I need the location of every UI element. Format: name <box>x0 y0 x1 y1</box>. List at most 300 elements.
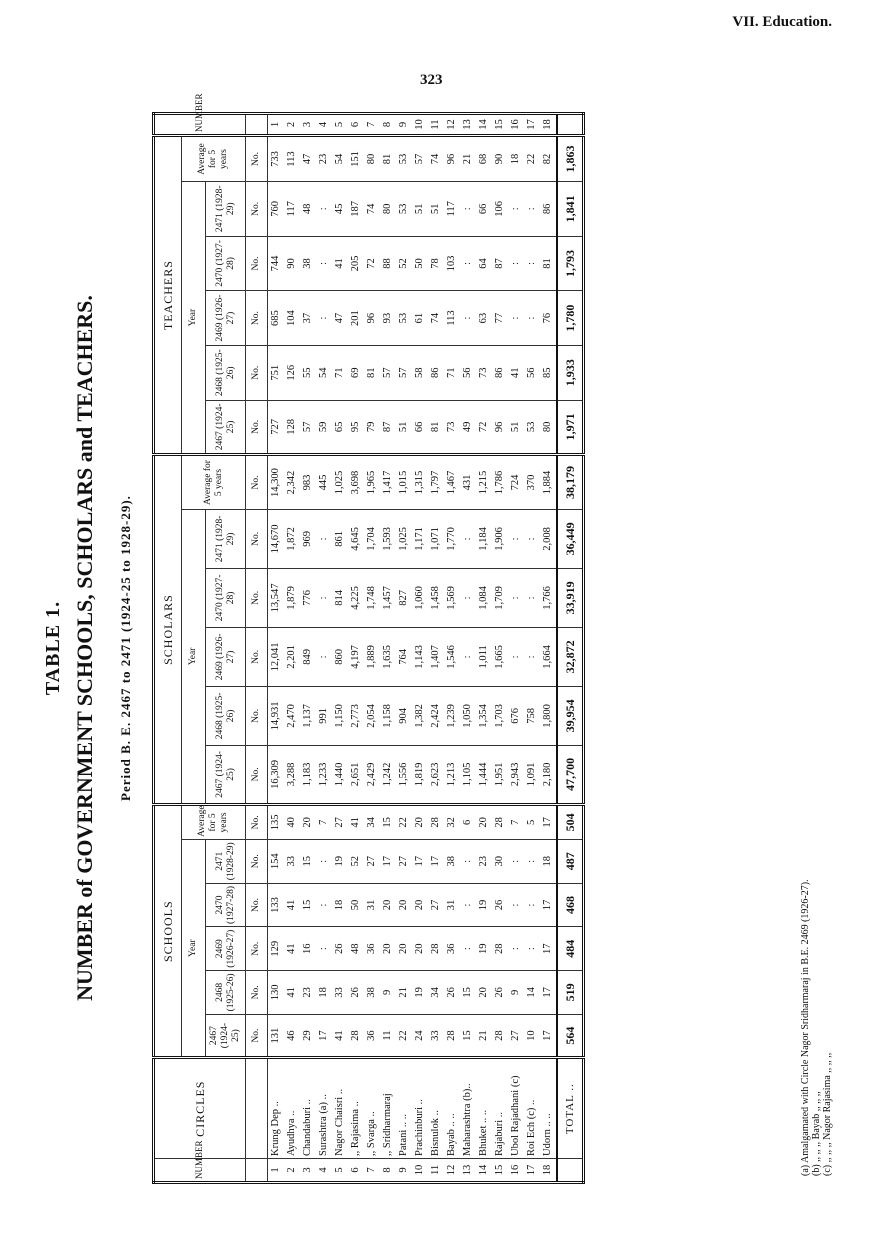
schools-value: 133 <box>268 883 285 927</box>
teachers-value: : <box>524 236 540 291</box>
table-row <box>524 114 540 1183</box>
schools-value: 131 <box>268 1014 285 1058</box>
scholars-value: 1,879 <box>284 568 300 627</box>
no-label: No. <box>246 400 268 455</box>
schools-value: 17 <box>540 804 557 839</box>
schools-year-3-header: 2470 (1927-28) <box>206 883 246 927</box>
row-number: 14 <box>476 1158 492 1182</box>
scholars-value: 1,060 <box>412 568 428 627</box>
schools-value: 11 <box>380 1014 396 1058</box>
scholars-value: 764 <box>396 627 412 686</box>
schools-value: 20 <box>396 883 412 927</box>
teachers-value: 61 <box>412 291 428 346</box>
schools-value: : <box>460 883 476 927</box>
schools-value: 28 <box>428 927 444 971</box>
table-row <box>300 114 316 1183</box>
teachers-value: : <box>508 291 524 346</box>
row-number: 13 <box>460 1158 476 1182</box>
schools-value: 21 <box>476 1014 492 1058</box>
schools-value: 33 <box>332 971 348 1015</box>
row-number: 9 <box>396 114 412 136</box>
teachers-header: TEACHERS <box>154 136 182 455</box>
scholars-value: 1,786 <box>492 455 508 510</box>
scholars-value: 1,050 <box>460 686 476 745</box>
table-row <box>508 114 524 1183</box>
teachers-value: 41 <box>508 345 524 400</box>
scholars-value: 1,889 <box>364 627 380 686</box>
teachers-value: 48 <box>300 181 316 236</box>
row-number: 15 <box>492 114 508 136</box>
row-number: 14 <box>476 114 492 136</box>
teachers-value: 23 <box>316 136 332 182</box>
schools-value: 30 <box>492 839 508 883</box>
teachers-value: 18 <box>508 136 524 182</box>
row-number: 8 <box>380 1158 396 1182</box>
teachers-value: 47 <box>300 136 316 182</box>
teachers-value: 41 <box>332 236 348 291</box>
schools-value: 19 <box>476 883 492 927</box>
no-label: No. <box>246 181 268 236</box>
schools-value: 15 <box>300 839 316 883</box>
teachers-value: 733 <box>268 136 285 182</box>
teachers-value: 760 <box>268 181 285 236</box>
teachers-value: 81 <box>364 345 380 400</box>
blank-cell <box>557 1158 584 1182</box>
scholars-value: : <box>316 509 332 568</box>
scholars-value: 1,239 <box>444 686 460 745</box>
schools-value: 33 <box>428 1014 444 1058</box>
circles-header: CIRCLES <box>154 1058 246 1159</box>
schools-year-0-header: 2467 (1924-25) <box>206 1014 246 1058</box>
teachers-value: 79 <box>364 400 380 455</box>
schools-value: 17 <box>380 839 396 883</box>
teachers-value: : <box>508 181 524 236</box>
scholars-average-header: Average for 5 years <box>182 455 246 510</box>
total-teachers-value: 1,971 <box>557 400 584 455</box>
page-number: 323 <box>420 72 443 88</box>
row-number: 4 <box>316 1158 332 1182</box>
total-schools-value: 487 <box>557 839 584 883</box>
schools-value: 20 <box>412 804 428 839</box>
no-label: No. <box>246 839 268 883</box>
total-scholars-value: 47,700 <box>557 745 584 804</box>
schools-value: 33 <box>284 839 300 883</box>
no-label: No. <box>246 136 268 182</box>
teachers-value: 72 <box>476 400 492 455</box>
teachers-value: 76 <box>540 291 557 346</box>
schools-value: : <box>508 883 524 927</box>
scholars-value: 1,906 <box>492 509 508 568</box>
schools-value: 48 <box>348 927 364 971</box>
schools-value: : <box>460 839 476 883</box>
teachers-value: 63 <box>476 291 492 346</box>
scholars-value: 2,008 <box>540 509 557 568</box>
schools-value: 22 <box>396 1014 412 1058</box>
schools-value: 41 <box>284 971 300 1015</box>
table-row <box>444 114 460 1183</box>
teachers-value: 68 <box>476 136 492 182</box>
teachers-value: 74 <box>364 181 380 236</box>
scholars-value: : <box>508 509 524 568</box>
schools-value: 16 <box>300 927 316 971</box>
scholars-value: : <box>508 627 524 686</box>
schools-value: 22 <box>396 804 412 839</box>
schools-value: 10 <box>524 1014 540 1058</box>
total-scholars-value: 36,449 <box>557 509 584 568</box>
scholars-value: 2,201 <box>284 627 300 686</box>
scholars-value: : <box>508 568 524 627</box>
teachers-value: 80 <box>380 181 396 236</box>
total-schools-value: 468 <box>557 883 584 927</box>
teachers-value: 55 <box>300 345 316 400</box>
teachers-value: 90 <box>492 136 508 182</box>
table-row <box>332 114 348 1183</box>
teachers-value: 117 <box>284 181 300 236</box>
scholars-year-1-header: 2468 (1925-26) <box>206 686 246 745</box>
scholars-value: 4,645 <box>348 509 364 568</box>
scholars-value: 2,943 <box>508 745 524 804</box>
teachers-value: 103 <box>444 236 460 291</box>
table-row <box>476 114 492 1183</box>
schools-header: SCHOOLS <box>154 804 182 1058</box>
scholars-value: 16,309 <box>268 745 285 804</box>
teachers-value: 74 <box>428 136 444 182</box>
teachers-value: 57 <box>300 400 316 455</box>
no-label: No. <box>246 509 268 568</box>
schools-value: 27 <box>364 839 380 883</box>
scholars-value: : <box>524 627 540 686</box>
scholars-value: 14,670 <box>268 509 285 568</box>
row-number: 10 <box>412 1158 428 1182</box>
teachers-value: 66 <box>476 181 492 236</box>
teachers-value: : <box>524 181 540 236</box>
scholars-value: 14,300 <box>268 455 285 510</box>
teachers-value: 59 <box>316 400 332 455</box>
circle-name: Prachinburi .. <box>412 1058 428 1159</box>
scholars-value: 1,797 <box>428 455 444 510</box>
circle-name: Chandaburi .. <box>300 1058 316 1159</box>
scholars-value: 2,342 <box>284 455 300 510</box>
total-scholars-value: 33,919 <box>557 568 584 627</box>
schools-value: 28 <box>428 804 444 839</box>
schools-value: 46 <box>284 1014 300 1058</box>
scholars-value: 991 <box>316 686 332 745</box>
schools-value: 7 <box>508 804 524 839</box>
footnotes <box>800 879 833 1176</box>
row-number: 12 <box>444 1158 460 1182</box>
scholars-value: : <box>316 627 332 686</box>
schools-value: 27 <box>396 839 412 883</box>
circle-name: Bisnulok .. <box>428 1058 444 1159</box>
scholars-value: 1,766 <box>540 568 557 627</box>
total-scholars-value: 38,179 <box>557 455 584 510</box>
table-row <box>412 114 428 1183</box>
scholars-value: 1,440 <box>332 745 348 804</box>
circle-name: ,, Rajasima .. <box>348 1058 364 1159</box>
scholars-value: 1,015 <box>396 455 412 510</box>
scholars-value: 1,467 <box>444 455 460 510</box>
scholars-value: : <box>460 568 476 627</box>
schools-value: 14 <box>524 971 540 1015</box>
teachers-value: : <box>460 236 476 291</box>
teachers-value: 21 <box>460 136 476 182</box>
schools-value: 5 <box>524 804 540 839</box>
row-number: 12 <box>444 114 460 136</box>
schools-value: 28 <box>444 1014 460 1058</box>
schools-value: 36 <box>364 1014 380 1058</box>
teachers-value: 80 <box>540 400 557 455</box>
schools-value: 15 <box>380 804 396 839</box>
scholars-value: 12,041 <box>268 627 285 686</box>
total-label: TOTAL .. <box>557 1058 584 1159</box>
schools-value: 36 <box>444 927 460 971</box>
teachers-value: 87 <box>380 400 396 455</box>
circle-name: ,, Svarga .. <box>364 1058 380 1159</box>
row-number: 2 <box>284 114 300 136</box>
circle-name: Rajaburi .. <box>492 1058 508 1159</box>
scholars-value: 983 <box>300 455 316 510</box>
teachers-value: 205 <box>348 236 364 291</box>
table-row <box>364 114 380 1183</box>
row-number: 17 <box>524 1158 540 1182</box>
row-number: 11 <box>428 114 444 136</box>
scholars-value: 1,215 <box>476 455 492 510</box>
schools-value: 41 <box>284 883 300 927</box>
scholars-value: 1,703 <box>492 686 508 745</box>
teachers-year-1-header: 2468 (1925-26) <box>206 345 246 400</box>
schools-value: 38 <box>444 839 460 883</box>
teachers-value: 88 <box>380 236 396 291</box>
total-row <box>557 114 584 1183</box>
no-label: No. <box>246 745 268 804</box>
teachers-value: 66 <box>412 400 428 455</box>
schools-value: 32 <box>444 804 460 839</box>
schools-value: 26 <box>492 971 508 1015</box>
schools-value: 20 <box>300 804 316 839</box>
table-row <box>460 114 476 1183</box>
schools-value: 15 <box>460 1014 476 1058</box>
schools-value: 28 <box>492 804 508 839</box>
total-teachers-value: 1,793 <box>557 236 584 291</box>
schools-value: 17 <box>412 839 428 883</box>
blank-number-cell <box>246 114 268 136</box>
teachers-average-header: Average for 5 years <box>182 136 246 182</box>
row-number: 11 <box>428 1158 444 1182</box>
table-row <box>396 114 412 1183</box>
scholars-value: : <box>524 509 540 568</box>
scholars-value: 2,054 <box>364 686 380 745</box>
teachers-value: 22 <box>524 136 540 182</box>
schools-value: 41 <box>284 927 300 971</box>
scholars-value: 849 <box>300 627 316 686</box>
schools-value: 34 <box>428 971 444 1015</box>
no-label: No. <box>246 455 268 510</box>
blank-circle-cell <box>246 1058 268 1159</box>
schools-value: 21 <box>396 971 412 1015</box>
teachers-value: 151 <box>348 136 364 182</box>
schools-value: 20 <box>412 883 428 927</box>
circle-name: ,, Sridharmaraj <box>380 1058 396 1159</box>
schools-year-2-header: 2469 (1926-27) <box>206 927 246 971</box>
teachers-value: 82 <box>540 136 557 182</box>
schools-value: 52 <box>348 839 364 883</box>
schools-value: 20 <box>380 927 396 971</box>
scholars-value: 776 <box>300 568 316 627</box>
total-scholars-value: 32,872 <box>557 627 584 686</box>
teachers-value: 71 <box>332 345 348 400</box>
total-teachers-value: 1,933 <box>557 345 584 400</box>
schools-value: : <box>524 927 540 971</box>
schools-value: 6 <box>460 804 476 839</box>
number-header-left: NUMBER <box>154 1158 246 1182</box>
scholars-value: 2,180 <box>540 745 557 804</box>
teachers-value: 81 <box>428 400 444 455</box>
teachers-value: 74 <box>428 291 444 346</box>
circle-name: Bhuket .. .. <box>476 1058 492 1159</box>
scholars-value: 1,025 <box>332 455 348 510</box>
schools-value: : <box>508 839 524 883</box>
scholars-value: 2,470 <box>284 686 300 745</box>
teachers-value: 37 <box>300 291 316 346</box>
total-schools-value: 519 <box>557 971 584 1015</box>
schools-value: 38 <box>364 971 380 1015</box>
row-number: 16 <box>508 114 524 136</box>
scholars-value: 1,315 <box>412 455 428 510</box>
total-schools-value: 564 <box>557 1014 584 1058</box>
scholars-value: 969 <box>300 509 316 568</box>
teachers-value: 38 <box>300 236 316 291</box>
schools-value: 9 <box>380 971 396 1015</box>
scholars-value: 1,546 <box>444 627 460 686</box>
scholars-year-4-header: 2471 (1928-29) <box>206 509 246 568</box>
teachers-value: : <box>316 236 332 291</box>
scholars-value: 1,171 <box>412 509 428 568</box>
schools-value: 31 <box>364 883 380 927</box>
teachers-value: 117 <box>444 181 460 236</box>
table-title: NUMBER of GOVERNMENT SCHOOLS, SCHOLARS and TEACHERS. <box>72 295 97 1001</box>
teachers-value: 52 <box>396 236 412 291</box>
schools-value: 31 <box>444 883 460 927</box>
scholars-value: 1,800 <box>540 686 557 745</box>
teachers-value: 85 <box>540 345 557 400</box>
row-number: 2 <box>284 1158 300 1182</box>
scholars-value: 814 <box>332 568 348 627</box>
teachers-value: 78 <box>428 236 444 291</box>
teachers-value: 86 <box>428 345 444 400</box>
scholars-value: 1,709 <box>492 568 508 627</box>
teachers-year-3-header: 2470 (1927-28) <box>206 236 246 291</box>
teachers-year-0-header: 2467 (1924-25) <box>206 400 246 455</box>
scholars-value: : <box>460 509 476 568</box>
scholars-value: 1,158 <box>380 686 396 745</box>
teachers-value: 80 <box>364 136 380 182</box>
scholars-value: 370 <box>524 455 540 510</box>
scholars-value: 904 <box>396 686 412 745</box>
schools-value: 34 <box>364 804 380 839</box>
no-label: No. <box>246 291 268 346</box>
table-row <box>284 114 300 1183</box>
row-number: 6 <box>348 114 364 136</box>
row-number: 9 <box>396 1158 412 1182</box>
schools-value: : <box>316 839 332 883</box>
scholars-value: 1,242 <box>380 745 396 804</box>
teachers-value: 51 <box>396 400 412 455</box>
scholars-value: 1,407 <box>428 627 444 686</box>
schools-value: 23 <box>300 971 316 1015</box>
footnote-a: (a) Amalgamated with Circle Nagor Sridharmaraj in B.E. 2469 (1926-27). <box>800 879 811 1176</box>
teachers-value: 90 <box>284 236 300 291</box>
teachers-value: 187 <box>348 181 364 236</box>
schools-value: 41 <box>332 1014 348 1058</box>
teachers-value: : <box>316 181 332 236</box>
schools-value: 40 <box>284 804 300 839</box>
circle-name: Roi Ech (c) .. <box>524 1058 540 1159</box>
teachers-value: : <box>316 291 332 346</box>
teachers-value: 53 <box>396 181 412 236</box>
schools-value: 28 <box>348 1014 364 1058</box>
no-label: No. <box>246 627 268 686</box>
scholars-value: 1,748 <box>364 568 380 627</box>
table-row <box>316 114 332 1183</box>
schools-value: 20 <box>476 804 492 839</box>
scholars-value: 1,884 <box>540 455 557 510</box>
scholars-value: 2,773 <box>348 686 364 745</box>
row-number: 4 <box>316 114 332 136</box>
section-header: VII. Education. <box>732 14 832 30</box>
table-period: Period B. E. 2467 to 2471 (1924-25 to 1928-29). <box>118 495 133 801</box>
scholars-value: 1,872 <box>284 509 300 568</box>
schools-value: 26 <box>444 971 460 1015</box>
scholars-value: 1,105 <box>460 745 476 804</box>
scholars-value: 1,183 <box>300 745 316 804</box>
teachers-value: 57 <box>396 345 412 400</box>
schools-value: 18 <box>540 839 557 883</box>
teachers-value: : <box>460 181 476 236</box>
scholars-value: 1,137 <box>300 686 316 745</box>
teachers-value: 201 <box>348 291 364 346</box>
total-teachers-value: 1,863 <box>557 136 584 182</box>
total-schools-value: 504 <box>557 804 584 839</box>
scholars-value: 1,143 <box>412 627 428 686</box>
scholars-value: 431 <box>460 455 476 510</box>
schools-value: : <box>524 839 540 883</box>
circle-name: Patani .. .. <box>396 1058 412 1159</box>
teachers-value: 113 <box>284 136 300 182</box>
scholars-value: 2,623 <box>428 745 444 804</box>
schools-value: 18 <box>316 971 332 1015</box>
scholars-year-3-header: 2470 (1927-28) <box>206 568 246 627</box>
teachers-value: : <box>524 291 540 346</box>
teachers-value: 95 <box>348 400 364 455</box>
teachers-value: 96 <box>364 291 380 346</box>
table-row <box>268 114 285 1183</box>
schools-year-header: Year <box>182 839 206 1058</box>
scholars-value: 1,593 <box>380 509 396 568</box>
row-number: 7 <box>364 114 380 136</box>
scholars-value: : <box>316 568 332 627</box>
scholars-value: 861 <box>332 509 348 568</box>
teachers-value: 51 <box>428 181 444 236</box>
scholars-value: 445 <box>316 455 332 510</box>
blank-cell <box>557 114 584 136</box>
no-label: No. <box>246 345 268 400</box>
teachers-value: 47 <box>332 291 348 346</box>
teachers-value: 53 <box>396 136 412 182</box>
scholars-value: 3,698 <box>348 455 364 510</box>
teachers-value: 81 <box>380 136 396 182</box>
teachers-value: 69 <box>348 345 364 400</box>
teachers-value: 57 <box>380 345 396 400</box>
